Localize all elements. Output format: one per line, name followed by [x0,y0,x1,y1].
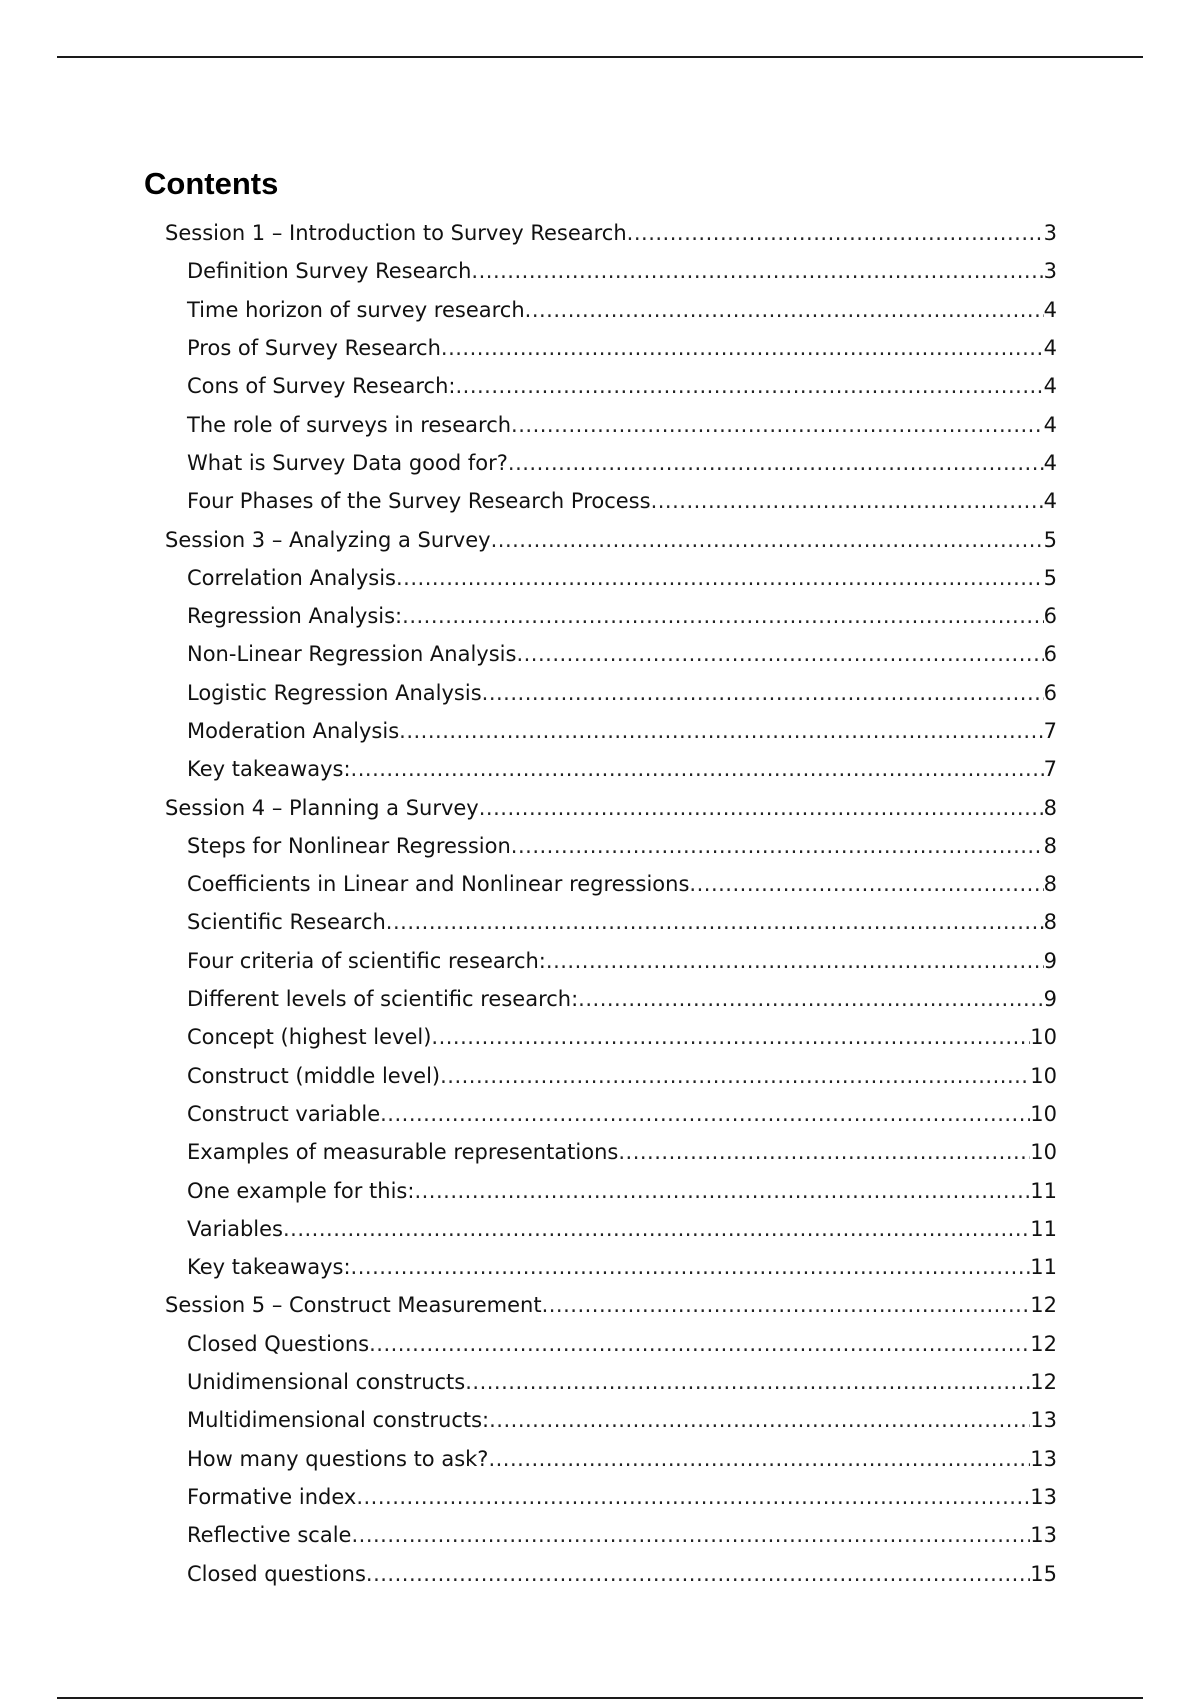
toc-entry[interactable] [187,444,1057,482]
toc-dot-leader [351,1521,1030,1549]
toc-entry-label: Scientific Research [187,910,386,935]
toc-entry[interactable] [187,1516,1057,1554]
toc-dot-leader [441,334,1044,362]
toc-dot-leader [689,870,1043,898]
toc-entry[interactable] [187,482,1057,520]
header-rule [57,56,1143,58]
toc-entry[interactable] [187,1554,1057,1592]
toc-dot-leader [578,985,1043,1013]
toc-entry[interactable] [187,712,1057,750]
toc-dot-leader [440,1062,1030,1090]
toc-entry-label: Closed Questions [187,1331,370,1356]
toc-entry-label: Concept (highest level) [187,1025,432,1050]
toc-dot-leader [399,717,1043,745]
toc-entry[interactable] [187,750,1057,788]
toc-dot-leader [402,602,1043,630]
toc-entry-label: Session 1 – Introduction to Survey Research [165,221,627,246]
toc-entry[interactable] [187,1401,1057,1439]
toc-dot-leader [356,1483,1030,1511]
toc-page-number: 9 [1043,948,1057,973]
toc-page-number: 8 [1043,910,1057,935]
toc-dot-leader [511,411,1044,439]
toc-entry-label: Key takeaways: [187,757,351,782]
toc-dot-leader [351,755,1044,783]
toc-dot-leader [511,832,1044,860]
toc-entry-label: Multidimensional constructs: [187,1408,490,1433]
toc-entry[interactable] [187,252,1057,290]
toc-page-number: 12 [1030,1370,1057,1395]
toc-session-entry[interactable] [165,520,1057,558]
toc-dot-leader [516,640,1043,668]
toc-entry-label: Regression Analysis: [187,604,403,629]
toc-entry-label: Construct (middle level) [187,1063,441,1088]
toc-entry-label: Four Phases of the Survey Research Process [187,489,651,514]
toc-dot-leader [431,1023,1030,1051]
toc-entry[interactable] [187,980,1057,1018]
toc-entry-label: Session 4 – Planning a Survey [165,795,479,820]
toc-entry[interactable] [187,827,1057,865]
toc-entry[interactable] [187,291,1057,329]
toc-entry[interactable] [187,597,1057,635]
toc-page-number: 4 [1043,336,1057,361]
toc-dot-leader [465,1368,1030,1396]
toc-page-number: 3 [1043,221,1057,246]
toc-dot-leader [508,449,1044,477]
toc-entry-label: Correlation Analysis [187,565,396,590]
toc-dot-leader [414,1177,1030,1205]
toc-entry-label: Construct variable [187,1101,381,1126]
toc-session-entry[interactable] [165,788,1057,826]
toc-dot-leader [546,947,1044,975]
toc-entry-label: How many questions to ask? [187,1446,489,1471]
toc-entry[interactable] [187,1363,1057,1401]
toc-dot-leader [488,1445,1030,1473]
toc-dot-leader [618,1138,1030,1166]
toc-page-number: 15 [1030,1561,1057,1586]
toc-entry[interactable] [187,1057,1057,1095]
toc-page-number: 3 [1043,259,1057,284]
toc-page-number: 6 [1043,642,1057,667]
toc-entry-label: What is Survey Data good for? [187,450,508,475]
toc-entry[interactable] [187,1171,1057,1209]
toc-session-entry[interactable] [165,214,1057,252]
toc-page-number: 8 [1043,833,1057,858]
footer-rule [57,1697,1143,1699]
toc-entry-label: Logistic Regression Analysis [187,680,482,705]
toc-page-number: 13 [1030,1484,1057,1509]
toc-page-number: 12 [1030,1331,1057,1356]
toc-entry[interactable] [187,1133,1057,1171]
toc-entry[interactable] [187,1095,1057,1133]
toc-dot-leader [380,1100,1030,1128]
toc-entry-label: Coefficients in Linear and Nonlinear regressions [187,872,690,897]
toc-page-number: 9 [1043,987,1057,1012]
toc-page-number: 13 [1030,1523,1057,1548]
toc-dot-leader [627,219,1044,247]
toc-dot-leader [386,908,1044,936]
toc-dot-leader [351,1253,1031,1281]
toc-page-number: 13 [1030,1408,1057,1433]
toc-entry-label: Unidimensional constructs [187,1370,466,1395]
toc-page-number: 11 [1030,1178,1057,1203]
toc-dot-leader [396,564,1044,592]
toc-entry[interactable] [187,635,1057,673]
table-of-contents [0,214,1200,1593]
toc-page-number: 4 [1043,489,1057,514]
toc-dot-leader [479,794,1044,822]
toc-page-number: 11 [1030,1255,1057,1280]
toc-entry-label: One example for this: [187,1178,415,1203]
toc-page-number: 4 [1043,450,1057,475]
toc-dot-leader [482,679,1044,707]
toc-dot-leader [542,1291,1031,1319]
toc-dot-leader [491,526,1044,554]
toc-page-number: 4 [1043,374,1057,399]
toc-entry[interactable] [187,1325,1057,1363]
toc-entry-label: Closed questions [187,1561,366,1586]
toc-entry[interactable] [187,903,1057,941]
toc-page-number: 8 [1043,872,1057,897]
toc-entry-label: Non-Linear Regression Analysis [187,642,517,667]
toc-page-number: 10 [1030,1063,1057,1088]
toc-entry[interactable] [187,674,1057,712]
toc-entry[interactable] [187,367,1057,405]
toc-page-number: 10 [1030,1140,1057,1165]
toc-page-number: 7 [1043,719,1057,743]
toc-dot-leader [651,487,1044,515]
toc-entry-label: Reflective scale [187,1523,352,1548]
toc-entry[interactable] [187,405,1057,443]
toc-entry-label: Steps for Nonlinear Regression [187,833,511,858]
toc-dot-leader [283,1215,1030,1243]
toc-entry-label: Examples of measurable representations [187,1140,619,1165]
toc-page-number: 11 [1030,1216,1057,1241]
toc-dot-leader [455,372,1043,400]
toc-entry[interactable] [187,1210,1057,1248]
toc-entry-label: Four criteria of scientific research: [187,948,546,973]
toc-page-number: 4 [1043,297,1057,322]
toc-entry-label: Variables [187,1216,283,1241]
toc-page-number: 10 [1030,1025,1057,1050]
toc-page-number: 8 [1043,795,1057,820]
toc-page-number: 6 [1043,680,1057,705]
toc-entry-label: Pros of Survey Research [187,336,441,361]
toc-page-number: 12 [1030,1293,1057,1318]
toc-entry-label: Session 3 – Analyzing a Survey [165,527,491,552]
toc-entry[interactable] [187,1478,1057,1516]
toc-entry-label: Cons of Survey Research: [187,374,456,399]
toc-entry[interactable] [187,1248,1057,1286]
toc-page-number: 5 [1043,527,1057,552]
toc-entry-label: Key takeaways: [187,1255,351,1280]
toc-entry[interactable] [187,1018,1057,1056]
toc-page-number: 7 [1043,757,1057,782]
toc-page-number: 6 [1043,604,1057,629]
toc-entry-label: Definition Survey Research [187,259,472,284]
toc-entry[interactable] [187,329,1057,367]
toc-page-number: 10 [1030,1101,1057,1126]
toc-dot-leader [525,296,1044,324]
toc-entry-label: The role of surveys in research [187,412,512,437]
page-title: Contents [144,166,279,201]
toc-dot-leader [471,257,1043,285]
toc-entry[interactable] [187,559,1057,597]
toc-entry[interactable] [187,942,1057,980]
toc-dot-leader [489,1406,1030,1434]
toc-dot-leader [369,1330,1030,1358]
toc-entry[interactable] [187,865,1057,903]
toc-entry[interactable] [187,1440,1057,1478]
toc-entry-label: Formative index [187,1484,357,1509]
toc-page-number: 4 [1043,412,1057,437]
toc-entry-label: Moderation Analysis [187,719,400,743]
toc-page-number: 13 [1030,1446,1057,1471]
toc-entry-label: Session 5 – Construct Measurement [165,1293,542,1318]
toc-entry-label: Different levels of scientific research: [187,987,579,1012]
toc-dot-leader [366,1560,1030,1588]
toc-page-number: 5 [1043,565,1057,590]
toc-entry-label: Time horizon of survey research [187,297,525,322]
toc-session-entry[interactable] [165,1286,1057,1324]
